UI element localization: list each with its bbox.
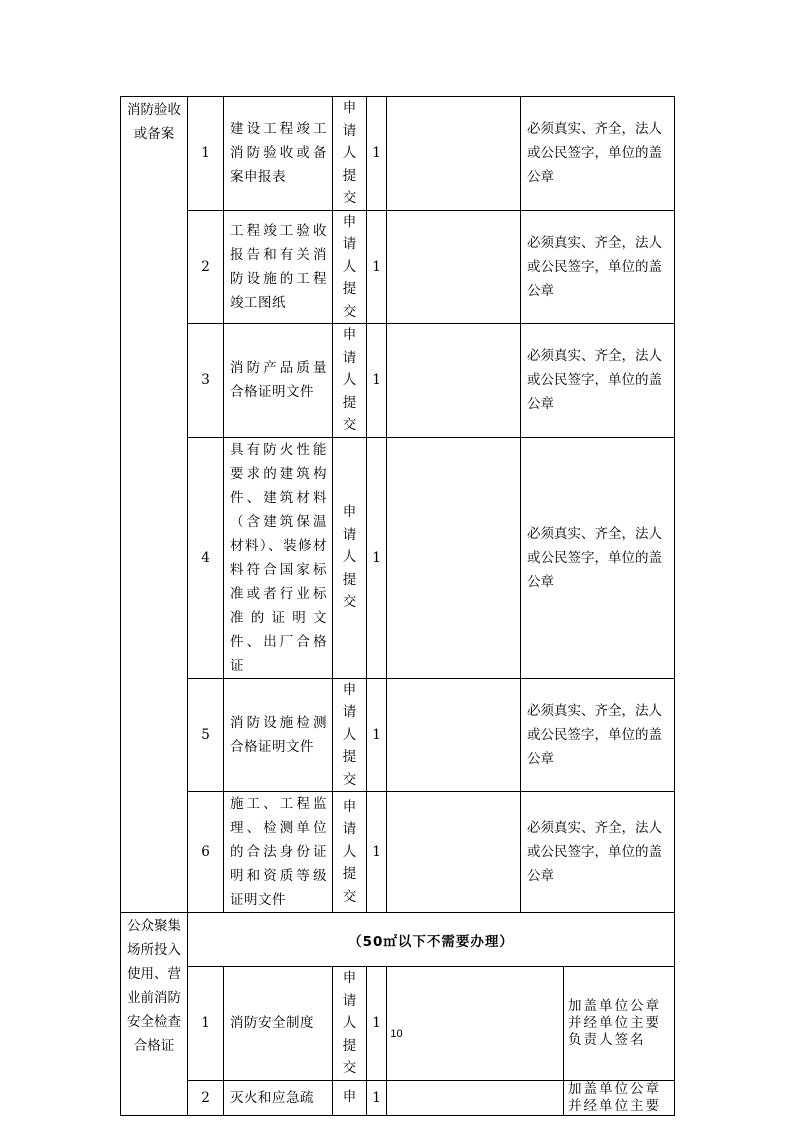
table-row bbox=[121, 678, 675, 792]
material-source: 申 请 人 提 交 bbox=[333, 210, 367, 324]
table-row bbox=[121, 97, 675, 211]
blank-cell bbox=[387, 210, 521, 324]
table-row bbox=[121, 210, 675, 324]
row-number: 3 bbox=[188, 324, 224, 438]
table-row bbox=[121, 792, 675, 913]
table-row bbox=[121, 437, 675, 678]
row-number: 4 bbox=[188, 437, 224, 678]
page-number: 10 bbox=[390, 1028, 403, 1040]
blank-cell bbox=[387, 324, 521, 438]
material-quantity: 1 bbox=[367, 210, 387, 324]
material-name: 建设工程竣工消防验收或备案申报表 bbox=[224, 97, 333, 211]
material-name: 工程竣工验收报告和有关消防设施的工程竣工图纸 bbox=[224, 210, 333, 324]
material-remark: 必须真实、齐全，法人或公民签字，单位的盖公章 bbox=[521, 324, 675, 438]
table-row bbox=[121, 967, 675, 1081]
notice-banner: （50㎡以下不需要办理） bbox=[188, 913, 675, 967]
row-number: 2 bbox=[188, 1080, 224, 1115]
row-number: 2 bbox=[188, 210, 224, 324]
material-source: 申 请 人 提 交 bbox=[333, 967, 367, 1081]
material-quantity: 1 bbox=[367, 97, 387, 211]
material-quantity: 1 bbox=[367, 678, 387, 792]
table-row bbox=[121, 1080, 675, 1115]
blank-cell bbox=[387, 1080, 564, 1115]
material-quantity: 1 bbox=[367, 324, 387, 438]
row-number: 1 bbox=[188, 97, 224, 211]
material-source: 申 请 人 提 交 bbox=[333, 324, 367, 438]
material-remark: 加盖单位公章并经单位主要负责人签名 bbox=[564, 967, 675, 1081]
material-source: 申 bbox=[333, 1080, 367, 1115]
blank-cell bbox=[387, 678, 521, 792]
material-remark: 必须真实、齐全，法人或公民签字，单位的盖公章 bbox=[521, 97, 675, 211]
category-cell: 公众聚集场所投入使用、营业前消防安全检查合格证 bbox=[121, 913, 188, 1116]
material-remark: 必须真实、齐全，法人或公民签字，单位的盖公章 bbox=[521, 437, 675, 678]
row-number: 5 bbox=[188, 678, 224, 792]
material-name: 消防安全制度 bbox=[224, 967, 333, 1081]
material-quantity: 1 bbox=[367, 1080, 387, 1115]
materials-table bbox=[120, 96, 675, 1116]
material-name: 消防产品质量合格证明文件 bbox=[224, 324, 333, 438]
material-remark: 必须真实、齐全，法人或公民签字，单位的盖公章 bbox=[521, 210, 675, 324]
blank-cell bbox=[387, 792, 521, 913]
material-name: 施工、工程监理、检测单位的合法身份证明和资质等级证明文件 bbox=[224, 792, 333, 913]
table-row bbox=[121, 324, 675, 438]
row-number: 6 bbox=[188, 792, 224, 913]
row-number: 1 bbox=[188, 967, 224, 1081]
material-source: 申 请 人 提 交 bbox=[333, 437, 367, 678]
material-quantity: 1 bbox=[367, 437, 387, 678]
material-quantity: 1 bbox=[367, 967, 387, 1081]
material-name: 消防设施检测合格证明文件 bbox=[224, 678, 333, 792]
category-cell: 消防验收或备案 bbox=[121, 97, 188, 913]
material-remark: 加盖单位公章并经单位主要 bbox=[564, 1080, 675, 1115]
material-source: 申 请 人 提 交 bbox=[333, 792, 367, 913]
material-source: 申 请 人 提 交 bbox=[333, 97, 367, 211]
material-remark: 必须真实、齐全，法人或公民签字，单位的盖公章 bbox=[521, 678, 675, 792]
material-source: 申 请 人 提 交 bbox=[333, 678, 367, 792]
blank-cell bbox=[387, 97, 521, 211]
material-remark: 必须真实、齐全，法人或公民签字，单位的盖公章 bbox=[521, 792, 675, 913]
material-name: 具有防火性能要求的建筑构件、建筑材料（含建筑保温材料）、装修材料符合国家标准或者行业标准的证明文件、出厂合格证 bbox=[224, 437, 333, 678]
blank-cell bbox=[387, 437, 521, 678]
table-row bbox=[121, 913, 675, 967]
material-name: 灭火和应急疏 bbox=[224, 1080, 333, 1115]
material-quantity: 1 bbox=[367, 792, 387, 913]
blank-cell bbox=[387, 967, 564, 1081]
